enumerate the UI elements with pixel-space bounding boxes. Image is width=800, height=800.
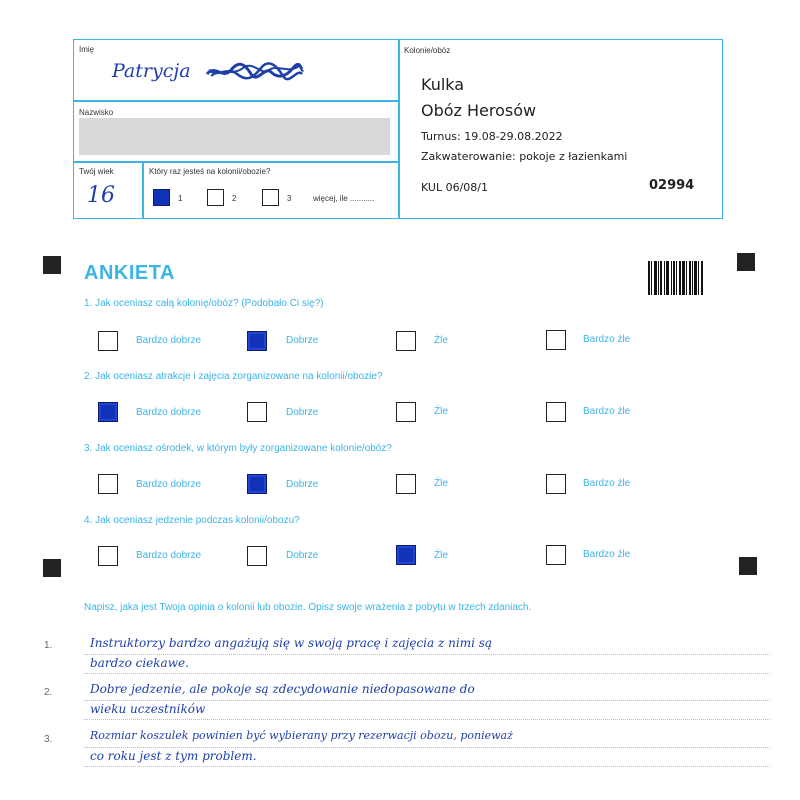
opinion-line-5[interactable]: Rozmiar koszulek powinien być wybierany przy rezerwacji obozu, ponieważ [90, 729, 513, 742]
opinion-line-4[interactable]: wieku uczestników [90, 702, 206, 716]
q3-checkbox-dobrze[interactable] [247, 474, 267, 494]
q4-option-dobrze: Dobrze [286, 550, 319, 561]
times-more-label: więcej, ile ........... [313, 194, 375, 203]
times-label: Który raz jesteś na kolonii/obozie? [149, 167, 271, 176]
q2-checkbox-zle[interactable] [396, 402, 416, 422]
opinion-number-1: 1. [44, 640, 53, 651]
q1-option-bardzo-dobrze: Bardzo dobrze [136, 335, 202, 346]
name-value[interactable]: Patrycja [112, 60, 191, 82]
registration-marker-bottom-left [43, 559, 61, 577]
times-option-3: 3 [287, 194, 292, 203]
camp-code: KUL 06/08/1 [421, 181, 488, 194]
question-4: 4. Jak oceniasz jedzenie podczas kolonii/obozu? [84, 515, 300, 526]
opinion-number-3: 3. [44, 734, 53, 745]
registration-marker-bottom-right [739, 557, 757, 575]
opinion-line-2[interactable]: bardzo ciekawe. [90, 656, 189, 670]
q1-option-bardzo-zle: Bardzo źle [583, 334, 631, 345]
q4-option-bardzo-dobrze: Bardzo dobrze [136, 550, 202, 561]
q4-checkbox-zle[interactable] [396, 545, 416, 565]
q1-checkbox-dobrze[interactable] [247, 331, 267, 351]
question-3: 3. Jak oceniasz ośrodek, w którym były zorganizowane kolonie/obóz? [84, 443, 392, 454]
opinion-rule-1 [84, 654, 770, 655]
q2-option-zle: Źle [434, 406, 448, 417]
redacted-surname [79, 118, 390, 155]
age-label: Twój wiek [79, 167, 114, 176]
q1-checkbox-bardzo-dobrze[interactable] [98, 331, 118, 351]
question-1: 1. Jak oceniasz całą kolonię/obóz? (Podobało Ci się?) [84, 298, 324, 309]
times-checkbox-2[interactable] [207, 189, 224, 206]
form-divider-surname [73, 161, 399, 163]
camp-label: Kolonie/obóz [404, 46, 451, 55]
camp-turnus: Turnus: 19.08-29.08.2022 [421, 130, 563, 143]
q1-option-zle: Źle [434, 335, 448, 346]
q4-checkbox-bardzo-dobrze[interactable] [98, 546, 118, 566]
opinion-line-6[interactable]: co roku jest z tym problem. [90, 749, 257, 763]
question-2: 2. Jak oceniasz atrakcje i zajęcia zorganizowane na kolonii/obozie? [84, 371, 383, 382]
form-divider-name [73, 100, 399, 102]
opinion-prompt: Napisz, jaka jest Twoja opinia o kolonii lub obozie. Opisz swoje wrażenia z pobytu w trzech zdaniach. [84, 602, 532, 613]
q2-option-dobrze: Dobrze [286, 407, 319, 418]
registration-marker-top-right [737, 253, 755, 271]
registration-marker-top-left [43, 256, 61, 274]
camp-name: Kulka [421, 75, 465, 94]
survey-title: ANKIETA [84, 262, 175, 284]
opinion-rule-3 [84, 700, 770, 701]
q4-option-zle: Źle [434, 550, 448, 561]
q3-checkbox-bardzo-zle[interactable] [546, 474, 566, 494]
times-option-1: 1 [178, 194, 183, 203]
q2-checkbox-bardzo-zle[interactable] [546, 402, 566, 422]
camp-title: Obóz Herosów [421, 101, 537, 120]
times-checkbox-3[interactable] [262, 189, 279, 206]
q2-checkbox-dobrze[interactable] [247, 402, 267, 422]
opinion-rule-5 [84, 747, 770, 748]
surname-label: Nazwisko [79, 108, 114, 117]
q4-checkbox-bardzo-zle[interactable] [546, 545, 566, 565]
q2-option-bardzo-zle: Bardzo źle [583, 406, 631, 417]
form-divider-vertical [398, 39, 400, 219]
camp-lodging: Zakwaterowanie: pokoje z łazienkami [421, 150, 628, 163]
form-divider-age [142, 161, 144, 219]
q3-option-zle: Źle [434, 478, 448, 489]
times-checkbox-1[interactable] [153, 189, 170, 206]
q3-checkbox-bardzo-dobrze[interactable] [98, 474, 118, 494]
q2-option-bardzo-dobrze: Bardzo dobrze [136, 407, 202, 418]
q3-option-bardzo-dobrze: Bardzo dobrze [136, 479, 202, 490]
opinion-rule-4 [84, 719, 770, 720]
q4-checkbox-dobrze[interactable] [247, 546, 267, 566]
opinion-rule-6 [84, 766, 770, 767]
q1-option-dobrze: Dobrze [286, 335, 319, 346]
q4-option-bardzo-zle: Bardzo źle [583, 549, 631, 560]
opinion-number-2: 2. [44, 687, 53, 698]
form-number: 02994 [649, 178, 695, 193]
opinion-line-3[interactable]: Dobre jedzenie, ale pokoje są zdecydowanie niedopasowane do [90, 682, 475, 696]
times-option-2: 2 [232, 194, 237, 203]
opinion-rule-2 [84, 673, 770, 674]
q3-option-dobrze: Dobrze [286, 479, 319, 490]
q1-checkbox-bardzo-zle[interactable] [546, 330, 566, 350]
q3-option-bardzo-zle: Bardzo źle [583, 478, 631, 489]
q3-checkbox-zle[interactable] [396, 474, 416, 494]
q2-checkbox-bardzo-dobrze[interactable] [98, 402, 118, 422]
redacted-surname-scribble [205, 62, 305, 82]
opinion-line-1[interactable]: Instruktorzy bardzo angażują się w swoją pracę i zajęcia z nimi są [90, 636, 493, 650]
age-value[interactable]: 16 [87, 183, 115, 208]
barcode [648, 261, 704, 295]
name-label: Imię [79, 45, 95, 54]
q1-checkbox-zle[interactable] [396, 331, 416, 351]
